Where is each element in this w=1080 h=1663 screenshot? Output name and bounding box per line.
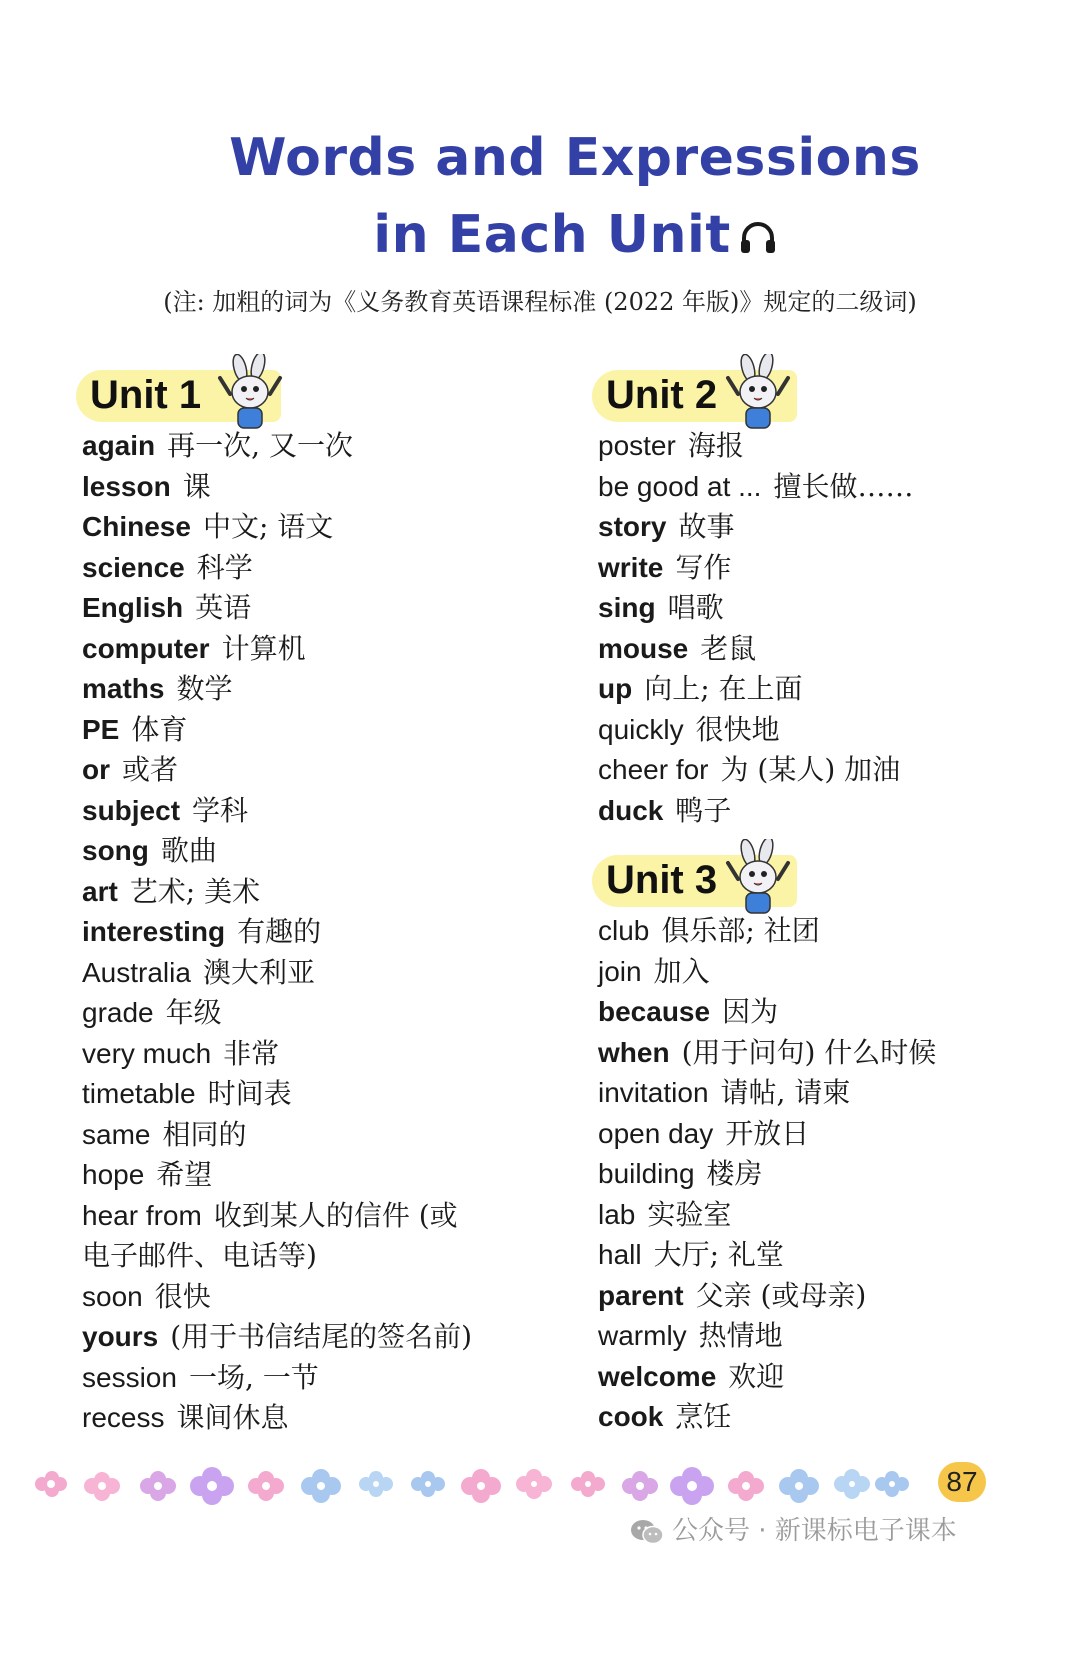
- title-line-2-text: in Each Unit: [373, 205, 731, 265]
- list-item: [82, 548, 552, 589]
- word-zh: 因为: [722, 995, 779, 1028]
- bunny-mascot-icon: [210, 354, 290, 434]
- word-en: because: [598, 996, 711, 1027]
- list-item: [598, 426, 1058, 467]
- list-item: [82, 426, 552, 467]
- word-zh: 再一次, 又一次: [167, 429, 353, 462]
- list-item: [598, 1033, 1058, 1074]
- word-zh: 体育: [131, 712, 188, 746]
- word-zh: 电子邮件、电话等): [82, 1239, 317, 1272]
- word-zh: 实验室: [647, 1197, 732, 1231]
- list-item: [82, 993, 552, 1034]
- title-line-1: Words and Expressions: [229, 128, 921, 188]
- word-en: yours: [82, 1321, 159, 1352]
- word-zh: 希望: [156, 1158, 213, 1191]
- list-item: [598, 669, 1058, 710]
- word-en: session: [82, 1361, 177, 1393]
- list-item: [82, 750, 552, 791]
- word-zh: 很快: [154, 1279, 211, 1313]
- word-en: cook: [598, 1401, 664, 1432]
- word-en: club: [598, 915, 650, 946]
- list-item: [598, 1073, 1058, 1114]
- list-item: [598, 911, 1058, 952]
- list-item-continuation: [82, 1236, 552, 1277]
- word-en: song: [82, 835, 149, 866]
- unit-1-header: [82, 360, 552, 426]
- word-en: English: [82, 592, 184, 623]
- word-en: PE: [82, 713, 120, 745]
- list-item: [598, 507, 1058, 548]
- word-en: very much: [82, 1037, 212, 1069]
- list-item: [598, 588, 1058, 629]
- word-zh: 海报: [687, 429, 744, 462]
- list-item: [82, 1034, 552, 1075]
- word-en: up: [598, 673, 633, 704]
- flower-icon: [622, 1471, 658, 1501]
- unit-1-list: [82, 426, 552, 1439]
- word-en: building: [598, 1158, 695, 1189]
- flower-icon: [301, 1469, 341, 1503]
- unit-3-header: [598, 845, 1058, 911]
- flower-icon: [140, 1471, 176, 1501]
- list-item: [82, 912, 552, 953]
- list-item: [598, 1357, 1058, 1398]
- word-zh: 为 (某人) 加油: [720, 753, 901, 786]
- word-zh: 欢迎: [728, 1359, 785, 1393]
- list-item: [82, 1115, 552, 1156]
- list-item: [598, 1235, 1058, 1276]
- word-en: timetable: [82, 1078, 196, 1109]
- word-en: cheer for: [598, 754, 709, 785]
- word-en: be good at ...: [598, 470, 762, 502]
- page-number: 87: [938, 1462, 986, 1502]
- word-zh: 或者: [122, 753, 179, 786]
- unit-3-label: Unit 3: [592, 855, 797, 907]
- word-en: recess: [82, 1402, 165, 1433]
- word-zh: 歌曲: [160, 834, 217, 867]
- list-item: [82, 669, 552, 710]
- unit-2-label: Unit 2: [592, 370, 797, 422]
- word-en: lab: [598, 1198, 636, 1230]
- word-en: when: [598, 1036, 670, 1068]
- list-item: [598, 1276, 1058, 1317]
- list-item: [598, 1114, 1058, 1155]
- word-zh: 鸭子: [675, 793, 732, 827]
- word-zh: 唱歌: [667, 591, 724, 624]
- flower-icon: [359, 1471, 393, 1497]
- flower-icon: [248, 1471, 284, 1501]
- list-item: [598, 548, 1058, 589]
- word-zh: 艺术; 美术: [129, 874, 261, 908]
- word-zh: 很快地: [695, 712, 780, 746]
- watermark-text: 公众号 · 新课标电子课本: [672, 1516, 957, 1546]
- flower-icon: [84, 1472, 120, 1501]
- word-en: again: [82, 430, 156, 461]
- list-item: [82, 1155, 552, 1196]
- word-zh: 中文; 语文: [202, 510, 334, 543]
- word-zh: 收到某人的信件 (或: [213, 1198, 458, 1232]
- flower-icon: [779, 1469, 819, 1503]
- word-zh: 俱乐部; 社团: [661, 914, 820, 947]
- unit-2-3-column: [598, 360, 1058, 1438]
- list-item: [82, 629, 552, 670]
- word-zh: 父亲 (或母亲): [695, 1278, 867, 1312]
- word-en: Australia: [82, 956, 191, 988]
- word-en: invitation: [598, 1077, 709, 1108]
- list-item: [82, 1196, 552, 1237]
- list-item: [598, 992, 1058, 1033]
- list-item: [82, 1358, 552, 1399]
- list-item: [82, 710, 552, 751]
- unit-2-header: [598, 360, 1058, 426]
- word-en: quickly: [598, 713, 684, 745]
- word-en: mouse: [598, 632, 689, 664]
- unit-3-list: [598, 911, 1058, 1438]
- word-zh: 澳大利亚: [202, 955, 315, 989]
- flower-icon: [670, 1467, 714, 1505]
- list-item: [82, 791, 552, 832]
- word-en: open day: [598, 1117, 714, 1149]
- word-en: or: [82, 754, 110, 785]
- list-item: [82, 1398, 552, 1439]
- flower-icon: [190, 1467, 234, 1505]
- word-zh: 擅长做……: [773, 469, 914, 503]
- unit-1-label: Unit 1: [76, 370, 281, 422]
- flower-icon: [411, 1471, 445, 1497]
- word-en: sing: [598, 592, 656, 623]
- word-en: same: [82, 1118, 151, 1150]
- word-en: write: [598, 551, 664, 583]
- word-zh: 故事: [678, 510, 735, 543]
- word-zh: 课间休息: [176, 1401, 289, 1434]
- bunny-mascot-icon: [718, 354, 798, 434]
- flower-icon: [571, 1471, 605, 1497]
- list-item: [598, 952, 1058, 993]
- word-en: science: [82, 551, 185, 583]
- list-item: [82, 872, 552, 913]
- word-zh: 时间表: [207, 1077, 292, 1110]
- word-en: story: [598, 511, 667, 542]
- list-item: [598, 1195, 1058, 1236]
- word-en: soon: [82, 1280, 143, 1312]
- word-en: grade: [82, 997, 154, 1028]
- word-zh: 英语: [195, 591, 252, 624]
- headphones-icon[interactable]: [739, 220, 777, 256]
- list-item: [598, 710, 1058, 751]
- list-item: [82, 1074, 552, 1115]
- word-zh: 一场, 一节: [188, 1360, 319, 1394]
- word-zh: 热情地: [698, 1319, 783, 1352]
- word-zh: 加入: [653, 954, 710, 988]
- word-zh: 非常: [223, 1036, 280, 1070]
- word-zh: 计算机: [221, 631, 306, 665]
- flower-icon: [461, 1469, 501, 1503]
- list-item: [82, 588, 552, 629]
- bunny-mascot-icon: [718, 839, 798, 919]
- word-zh: 老鼠: [700, 631, 757, 665]
- list-item: [82, 953, 552, 994]
- unit-2-list: [598, 426, 1058, 831]
- list-item: [598, 1154, 1058, 1195]
- word-en: art: [82, 875, 118, 907]
- list-item: [82, 1277, 552, 1318]
- word-zh: (用于问句) 什么时候: [681, 1035, 937, 1069]
- word-en: welcome: [598, 1360, 717, 1392]
- word-zh: 课: [182, 469, 211, 503]
- word-zh: 年级: [165, 996, 222, 1029]
- word-en: computer: [82, 632, 210, 664]
- list-item: [598, 1316, 1058, 1357]
- word-zh: 大厅; 礼堂: [653, 1238, 784, 1271]
- list-item: [82, 1317, 552, 1358]
- word-zh: 请帖, 请柬: [720, 1076, 851, 1109]
- unit-1-column: [82, 360, 552, 1439]
- list-item: [598, 791, 1058, 832]
- word-en: lesson: [82, 470, 171, 502]
- word-zh: 科学: [196, 550, 253, 584]
- word-zh: 写作: [675, 550, 732, 584]
- word-en: hope: [82, 1159, 145, 1190]
- word-zh: 烹饪: [675, 1400, 732, 1433]
- word-en: interesting: [82, 916, 226, 947]
- flower-icon: [875, 1471, 909, 1497]
- list-item: [598, 1397, 1058, 1438]
- word-en: maths: [82, 673, 165, 704]
- word-en: hall: [598, 1239, 642, 1270]
- word-en: poster: [598, 430, 676, 461]
- word-zh: 学科: [192, 793, 249, 827]
- watermark: [630, 1510, 957, 1547]
- word-zh: 相同的: [162, 1117, 247, 1151]
- flower-icon: [834, 1469, 870, 1499]
- word-zh: (用于书信结尾的签名前): [170, 1320, 473, 1353]
- note-text: (注: 加粗的词为《义务教育英语课程标准 (2022 年版)》规定的二级词): [163, 288, 917, 316]
- flower-icon: [516, 1469, 552, 1499]
- list-item: [82, 831, 552, 872]
- flower-icon: [35, 1471, 67, 1497]
- word-en: warmly: [598, 1320, 687, 1351]
- flower-icon: [728, 1471, 764, 1501]
- word-en: hear from: [82, 1199, 202, 1231]
- word-en: subject: [82, 794, 181, 826]
- word-zh: 有趣的: [237, 915, 322, 948]
- list-item: [598, 467, 1058, 508]
- word-zh: 开放日: [725, 1116, 810, 1150]
- word-en: parent: [598, 1279, 684, 1311]
- list-item: [82, 507, 552, 548]
- word-en: join: [598, 955, 642, 987]
- list-item: [82, 467, 552, 508]
- word-zh: 数学: [176, 672, 233, 705]
- word-en: Chinese: [82, 511, 191, 542]
- wechat-icon: [630, 1518, 664, 1546]
- word-zh: 楼房: [706, 1157, 763, 1190]
- list-item: [598, 750, 1058, 791]
- word-en: duck: [598, 794, 664, 826]
- title-line-2: [0, 205, 1080, 265]
- word-zh: 向上; 在上面: [644, 672, 803, 705]
- list-item: [598, 629, 1058, 670]
